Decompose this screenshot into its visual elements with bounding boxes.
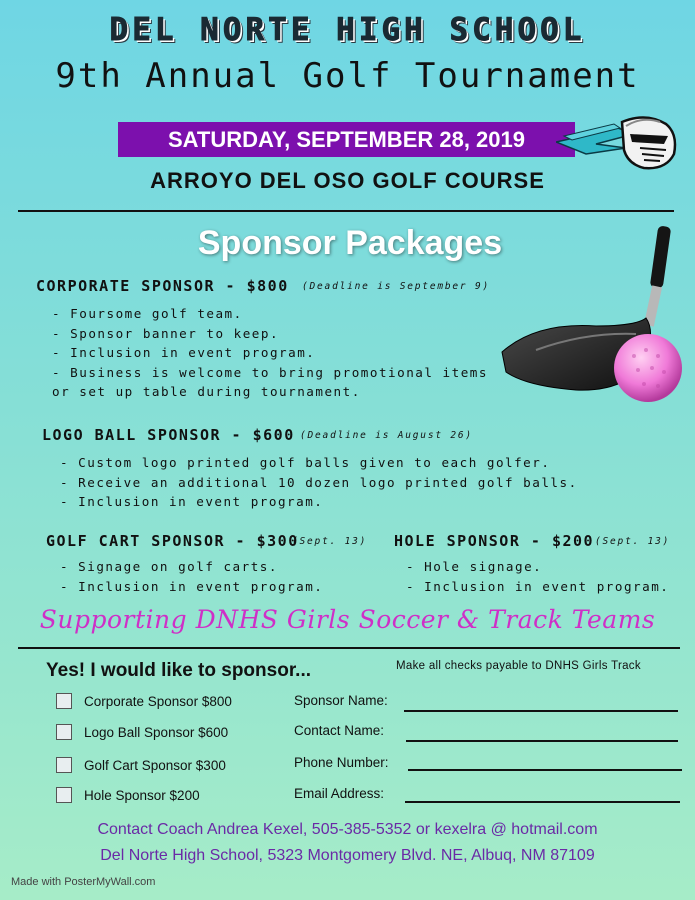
checks-payable-note: Make all checks payable to DNHS Girls Track xyxy=(396,660,641,672)
logo-ball-benefits-list xyxy=(60,453,578,512)
checkbox-icon[interactable] xyxy=(56,693,72,709)
golf-cart-benefits-list xyxy=(60,557,323,596)
logo-ball-sponsor-title: LOGO BALL SPONSOR - $600 xyxy=(42,426,295,444)
list-item: - Receive an additional 10 dozen logo printed golf balls. xyxy=(60,474,578,490)
list-item: - Sponsor banner to keep. xyxy=(52,325,280,341)
list-item: - Inclusion in event program. xyxy=(52,345,316,360)
option-hole[interactable] xyxy=(56,787,200,803)
option-logo-ball[interactable] xyxy=(56,724,228,740)
option-label: Corporate Sponsor $800 xyxy=(84,693,232,709)
checkbox-icon[interactable] xyxy=(56,757,72,773)
list-item: - Inclusion in event program. xyxy=(60,578,324,594)
school-address: Del Norte High School, 5323 Montgomery Blvd. NE, Albuq, NM 87109 xyxy=(100,847,595,864)
golf-cart-deadline: (Sept. 13) xyxy=(292,536,368,547)
logo-ball-deadline: (Deadline is August 26) xyxy=(300,430,473,441)
email-address-label: Email Address: xyxy=(294,786,385,801)
corporate-deadline: (Deadline is September 9) xyxy=(302,281,490,292)
option-golf-cart[interactable] xyxy=(56,757,226,773)
hole-benefits-list xyxy=(406,557,669,596)
option-label: Golf Cart Sponsor $300 xyxy=(84,757,226,773)
list-item: - Inclusion in event program. xyxy=(60,494,324,509)
corporate-benefits-list xyxy=(52,304,488,402)
list-item: - Inclusion in event program. xyxy=(406,578,670,594)
hole-sponsor-title: HOLE SPONSOR - $200 xyxy=(394,532,595,550)
option-label: Hole Sponsor $200 xyxy=(84,787,200,803)
list-item: - Hole signage. xyxy=(406,559,543,574)
list-item: - Business is welcome to bring promotional items xyxy=(52,364,488,380)
list-item: - Custom logo printed golf balls given to each golfer. xyxy=(60,455,551,470)
option-label: Logo Ball Sponsor $600 xyxy=(84,724,229,740)
checkbox-icon[interactable] xyxy=(56,724,72,740)
postermywall-credit: Made with PosterMyWall.com xyxy=(11,876,156,888)
sponsor-name-field[interactable] xyxy=(404,710,678,712)
event-title: 9th Annual Golf Tournament xyxy=(55,56,640,96)
school-name: DEL NORTE HIGH SCHOOL xyxy=(109,12,586,48)
phone-number-field[interactable] xyxy=(408,769,682,771)
golf-cart-sponsor-title: GOLF CART SPONSOR - $300 xyxy=(46,532,299,550)
form-heading: Yes! I would like to sponsor... xyxy=(46,660,311,681)
event-date-banner: SATURDAY, SEPTEMBER 28, 2019 xyxy=(118,122,575,157)
option-corporate[interactable] xyxy=(56,693,232,709)
knight-mascot-icon xyxy=(556,114,686,172)
divider-bottom xyxy=(18,647,680,649)
supporting-teams-banner: Supporting DNHS Girls Soccer & Track Teams xyxy=(39,605,656,634)
golf-club-and-ball-icon xyxy=(496,222,691,412)
phone-number-label: Phone Number: xyxy=(294,755,389,770)
list-item: - Signage on golf carts. xyxy=(60,559,278,574)
email-address-field[interactable] xyxy=(405,801,680,803)
contact-name-label: Contact Name: xyxy=(294,723,385,738)
contact-name-field[interactable] xyxy=(406,740,678,742)
list-item: - Foursome golf team. xyxy=(52,306,243,321)
hole-deadline: (Sept. 13) xyxy=(595,536,671,547)
sponsor-packages-heading: Sponsor Packages xyxy=(197,224,503,262)
divider-top xyxy=(18,210,674,212)
course-name: ARROYO DEL OSO GOLF COURSE xyxy=(150,168,545,193)
sponsor-name-label: Sponsor Name: xyxy=(294,693,388,708)
contact-info: Contact Coach Andrea Kexel, 505-385-5352 or kexelra @ hotmail.com xyxy=(97,821,598,838)
list-item: or set up table during tournament. xyxy=(52,384,361,399)
checkbox-icon[interactable] xyxy=(56,787,72,803)
corporate-sponsor-title: CORPORATE SPONSOR - $800 xyxy=(36,277,289,295)
